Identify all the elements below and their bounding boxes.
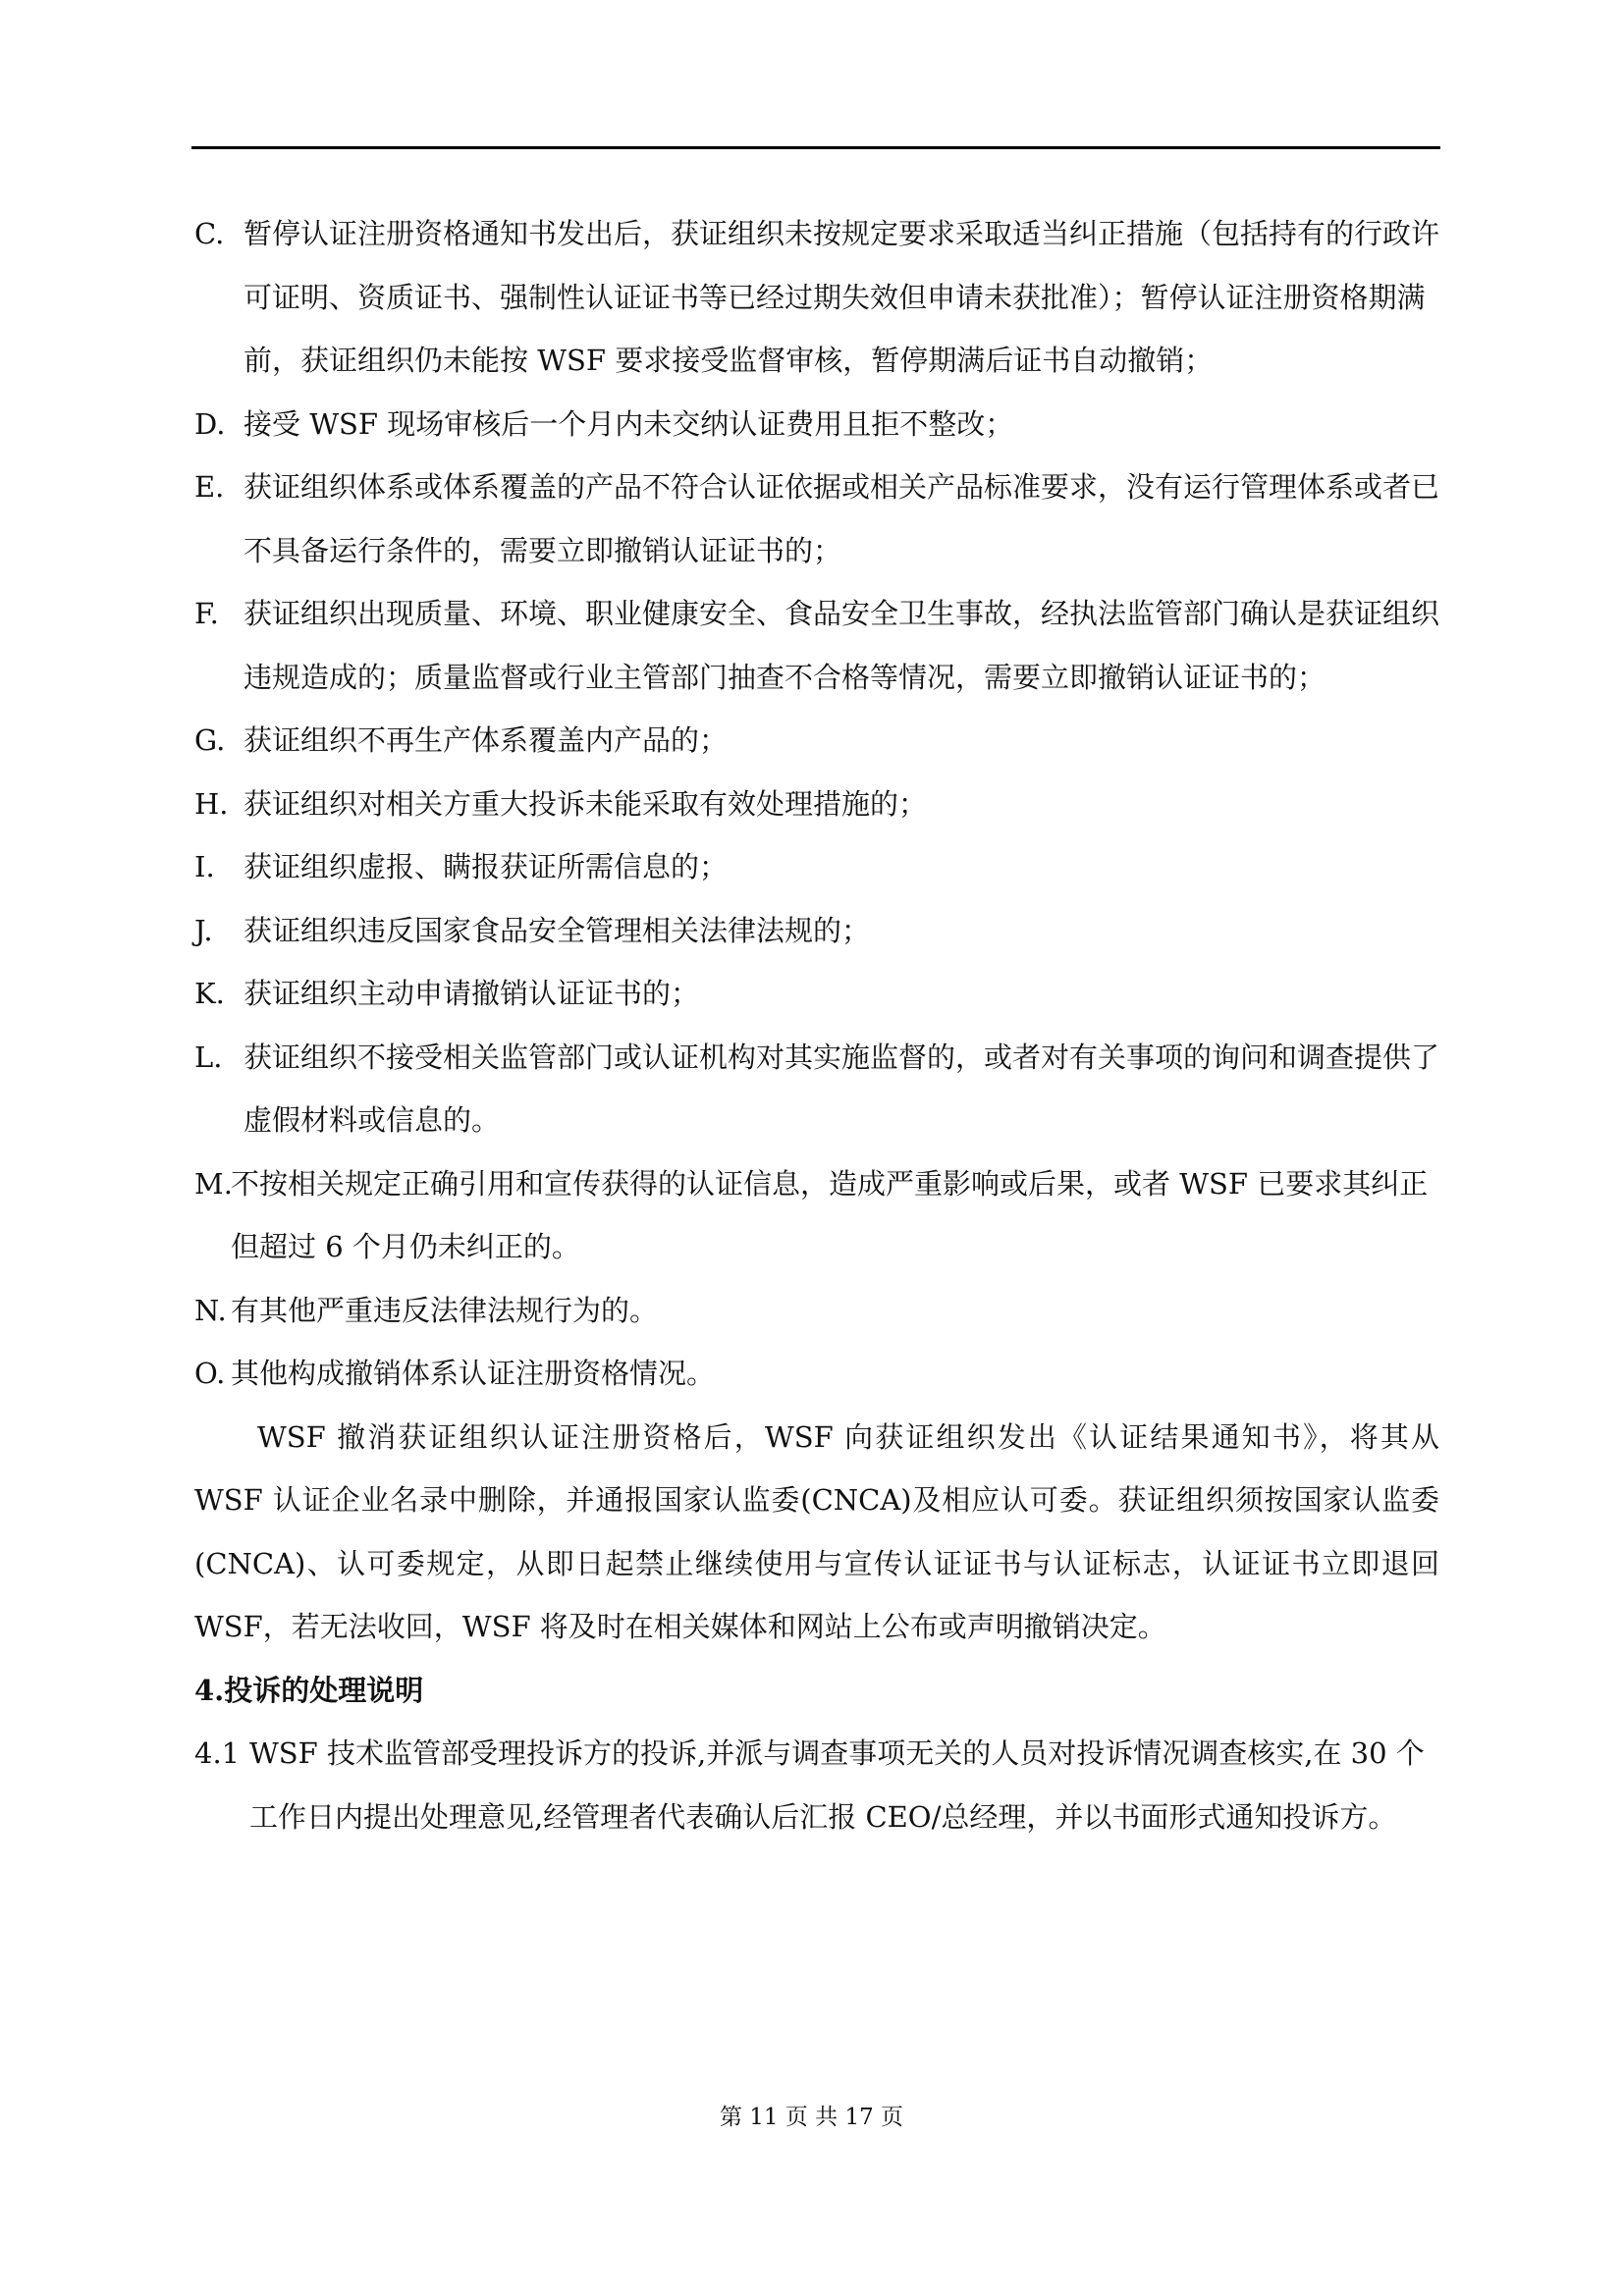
list-marker: C.	[194, 217, 225, 250]
header-rule	[191, 146, 1440, 149]
list-item	[194, 1342, 1439, 1406]
list-item	[194, 835, 1439, 899]
list-item	[194, 773, 1439, 836]
document-body	[194, 202, 1439, 1848]
list-item	[194, 1279, 1439, 1343]
list-marker: I.	[194, 850, 215, 883]
list-marker: L.	[194, 1040, 223, 1074]
list-text: 不按相关规定正确引用和宣传获得的认证信息，造成严重影响或后果，或者 WSF 已要求其纠正但超过 6 个月仍未纠正的。	[231, 1166, 1429, 1263]
list-item	[194, 899, 1439, 963]
list-text: 获证组织体系或体系覆盖的产品不符合认证依据或相关产品标准要求，没有运行管理体系或者已不具备运行条件的，需要立即撤销认证证书的；	[243, 470, 1440, 567]
list-marker: J.	[194, 913, 213, 947]
list-item	[194, 1026, 1439, 1152]
list-text: 获证组织出现质量、环境、职业健康安全、食品安全卫生事故，经执法监管部门确认是获证组织违规造成的；质量监督或行业主管部门抽查不合格等情况，需要立即撤销认证证书的；	[243, 597, 1440, 694]
body-paragraph: WSF 撤消获证组织认证注册资格后，WSF 向获证组织发出《认证结果通知书》，将其从 WSF 认证企业名录中删除，并通报国家认监委(CNCA)及相应认可委。获证组织须按国家认监委(CNCA)、认可委规定，从即日起禁止继续使用与宣传认证证书与认证标志，认证证书立即退回 WSF，若无法收回，WSF 将及时在相关媒体和网站上公布或声明撤销决定。	[194, 1419, 1439, 1643]
list-marker: O.	[194, 1357, 226, 1390]
list-marker: N.	[194, 1293, 227, 1327]
list-marker: E.	[194, 470, 225, 504]
list-item	[194, 393, 1439, 456]
list-marker: H.	[194, 786, 229, 821]
list-text: 暂停认证注册资格通知书发出后，获证组织未按规定要求采取适当纠正措施（包括持有的行政许可证明、资质证书、强制性认证证书等已经过期失效但申请未获批准）；暂停认证注册资格期满前，获证组织仍未能按 WSF 要求接受监督审核，暂停期满后证书自动撤销；	[243, 217, 1440, 377]
list-text: 获证组织对相关方重大投诉未能采取有效处理措施的；	[243, 786, 928, 821]
list-item	[194, 582, 1439, 709]
subsection-marker: 4.1	[194, 1736, 241, 1770]
list-marker: D.	[194, 406, 226, 441]
list-item	[194, 455, 1439, 582]
page-number-footer: 第 11 页 共 17 页	[719, 2105, 904, 2130]
list-marker: G.	[194, 723, 226, 757]
subsection-text: WSF 技术监管部受理投诉方的投诉,并派与调查事项无关的人员对投诉情况调查核实,在 30 个工作日内提出处理意见,经管理者代表确认后汇报 CEO/总经理，并以书面形式通知投诉方。	[249, 1736, 1425, 1834]
list-text: 获证组织主动申请撤销认证证书的；	[243, 977, 700, 1010]
list-marker: M.	[194, 1166, 233, 1201]
list-item	[194, 202, 1439, 393]
list-text: 获证组织虚报、瞒报获证所需信息的；	[243, 850, 729, 883]
list-text: 获证组织不接受相关监管部门或认证机构对其实施监督的，或者对有关事项的询问和调查提供了虚假材料或信息的。	[243, 1040, 1440, 1137]
list-item	[194, 962, 1439, 1026]
list-text: 获证组织违反国家食品安全管理相关法律法规的；	[243, 913, 871, 947]
list-text: 获证组织不再生产体系覆盖内产品的；	[243, 723, 729, 757]
section-heading: 4.投诉的处理说明	[194, 1673, 424, 1707]
list-text: 有其他严重违反法律法规行为的。	[231, 1293, 659, 1327]
list-text: 接受 WSF 现场审核后一个月内未交纳认证费用且拒不整改；	[243, 406, 1014, 441]
list-marker: K.	[194, 977, 225, 1010]
subsection-item	[194, 1722, 1439, 1848]
list-item	[194, 709, 1439, 773]
list-text: 其他构成撤销体系认证注册资格情况。	[231, 1357, 716, 1390]
list-marker: F.	[194, 597, 219, 630]
list-item	[194, 1152, 1439, 1279]
